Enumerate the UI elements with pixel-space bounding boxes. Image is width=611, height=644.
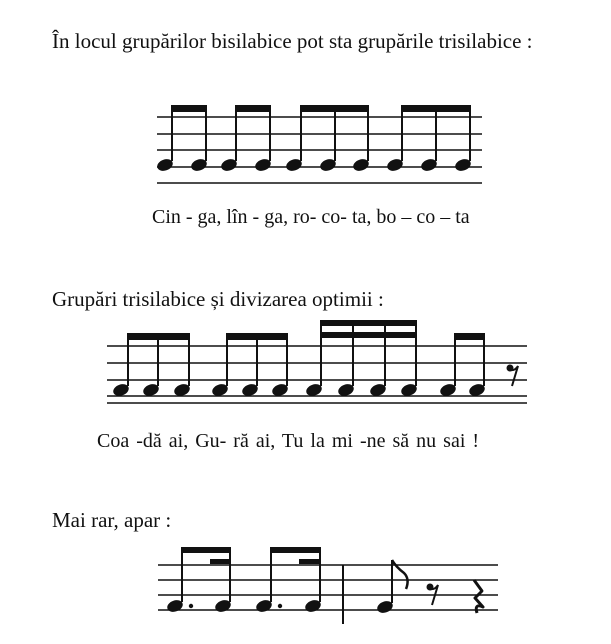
rhythm-staff-1: [0, 95, 611, 195]
rhythm-staff-2: [0, 310, 611, 410]
rhythm-staff-3: [0, 535, 611, 644]
section-1-lyrics: Cin - ga, lîn - ga, ro- co- ta, bo – co – ta: [152, 206, 470, 228]
section-1-heading: În locul grupărilor bisilabice pot sta grupările trisilabice :: [52, 29, 533, 53]
quarter-rest-icon: [474, 580, 483, 613]
section-3-heading: Mai rar, apar :: [52, 508, 172, 532]
section-2-heading: Grupări trisilabice și divizarea optimii :: [52, 287, 384, 311]
section-2-lyrics: Coa -dă ai, Gu- ră ai, Tu la mi -ne să nu sai !: [97, 430, 480, 452]
eighth-rest-icon: [507, 365, 519, 387]
